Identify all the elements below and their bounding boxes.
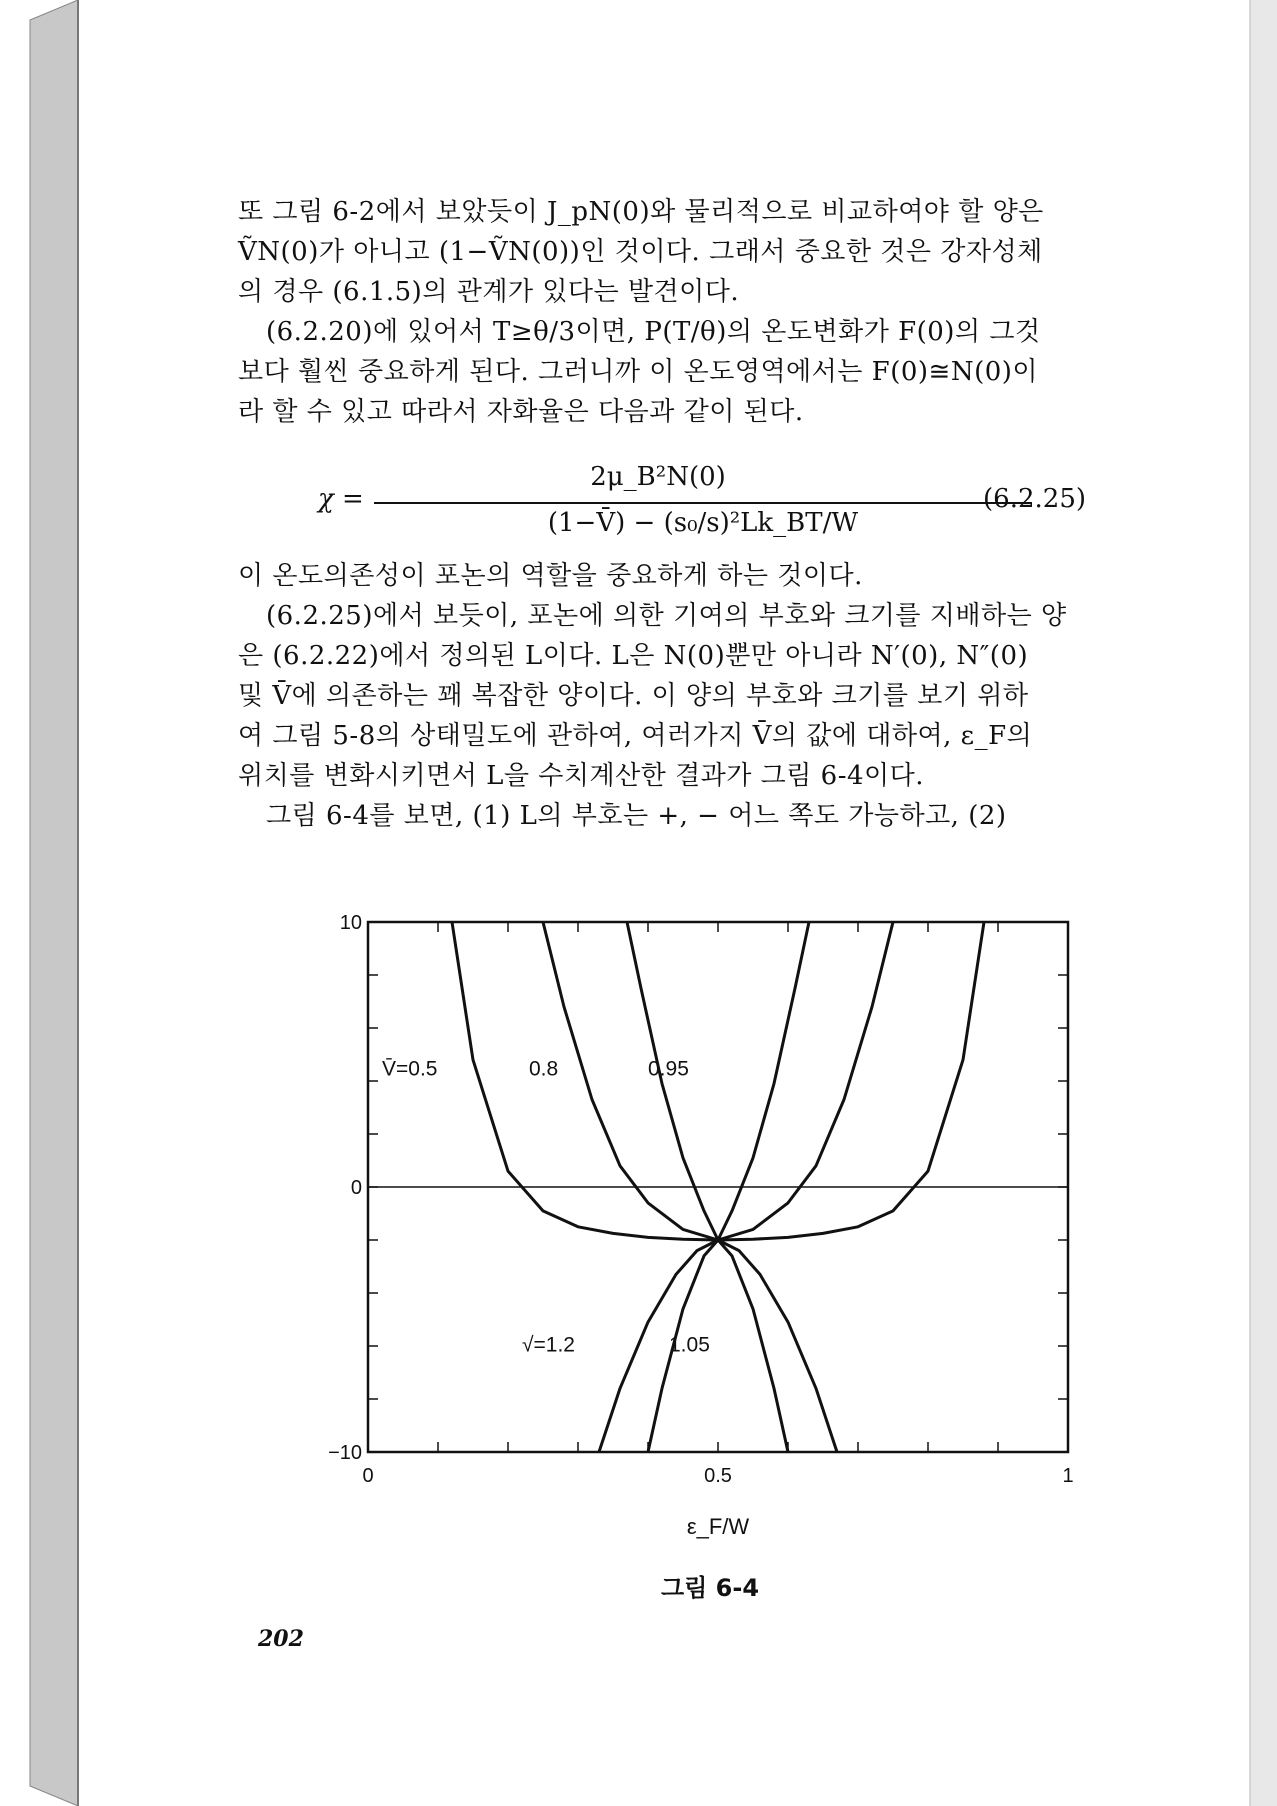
equation-denominator: (1−V̄) − (s₀/s)²Lk_BT/W (547, 508, 859, 538)
text-line: 이 온도의존성이 포논의 역할을 중요하게 하는 것이다. (238, 561, 863, 591)
text-line: 또 그림 6-2에서 보았듯이 J_pN(0)와 물리적으로 비교하여야 할 양은 (238, 197, 1044, 227)
y-tick-label: 0 (350, 1177, 362, 1199)
y-tick-label: −10 (328, 1442, 362, 1464)
text-line: 및 V̄에 의존하는 꽤 복잡한 양이다. 이 양의 부호와 크기를 보기 위하 (238, 681, 1029, 711)
fraction-bar (374, 502, 1032, 504)
page-number: 202 (258, 1626, 304, 1652)
text-line: ṼN(0)가 아니고 (1−ṼN(0))인 것이다. 그래서 중요한 것은 강자성체 (238, 237, 1043, 267)
equation-number: (6.2.25) (983, 484, 1086, 514)
plot-labels (328, 912, 1074, 1539)
text-line: (6.2.25)에서 보듯이, 포논에 의한 기여의 부호와 크기를 지배하는 양 (266, 601, 1067, 631)
series-label: √=1.2 (522, 1333, 575, 1357)
x-tick-label: 0 (362, 1465, 374, 1487)
body-text-top (238, 192, 1118, 432)
figure-6-4-chart (300, 900, 1100, 1540)
series-line-095 (627, 922, 809, 1240)
series-label: 1.05 (669, 1333, 710, 1357)
series-line-12 (599, 1240, 837, 1452)
plot-frame (368, 922, 1068, 1452)
text-line: 그림 6-4를 보면, (1) L의 부호는 +, − 어느 쪽도 가능하고, (2) (266, 801, 1007, 831)
text-line: 은 (6.2.22)에서 정의된 L이다. L은 N(0)뿐만 아니라 N′(0), N″(0) (238, 641, 1029, 671)
text-line: 보다 훨씬 중요하게 된다. 그러니까 이 온도영역에서는 F(0)≅N(0)이 (238, 357, 1039, 387)
equation-lhs: χ = (318, 484, 364, 514)
x-tick-label: 1 (1062, 1465, 1074, 1487)
text-line: 위치를 변화시키면서 L을 수치계산한 결과가 그림 6-4이다. (238, 761, 925, 791)
text-line: 라 할 수 있고 따라서 자화율은 다음과 같이 된다. (238, 397, 804, 427)
equation-6-2-25 (318, 462, 1118, 544)
series-label: 0.8 (529, 1057, 559, 1081)
series-label: V̄=0.5 (382, 1057, 438, 1081)
text-line: 의 경우 (6.1.5)의 관계가 있다는 발견이다. (238, 277, 740, 307)
text-line: (6.2.20)에 있어서 T≥θ/3이면, P(T/θ)의 온도변화가 F(0)의 그것 (266, 317, 1041, 347)
series-line-08 (543, 922, 893, 1240)
text-line: 여 그림 5-8의 상태밀도에 관하여, 여러가지 V̄의 값에 대하여, ε_F의 (238, 721, 1033, 751)
y-tick-label: 10 (339, 912, 362, 934)
equation-numerator: 2μ_B²N(0) (590, 462, 726, 492)
figure-caption: 그림 6-4 (660, 1574, 760, 1602)
x-axis-label: ε_F/W (686, 1514, 750, 1539)
x-tick-label: 0.5 (704, 1465, 732, 1487)
body-text-middle (238, 556, 1118, 836)
series-line-V05 (452, 922, 984, 1240)
series-label: 0.95 (648, 1057, 689, 1081)
